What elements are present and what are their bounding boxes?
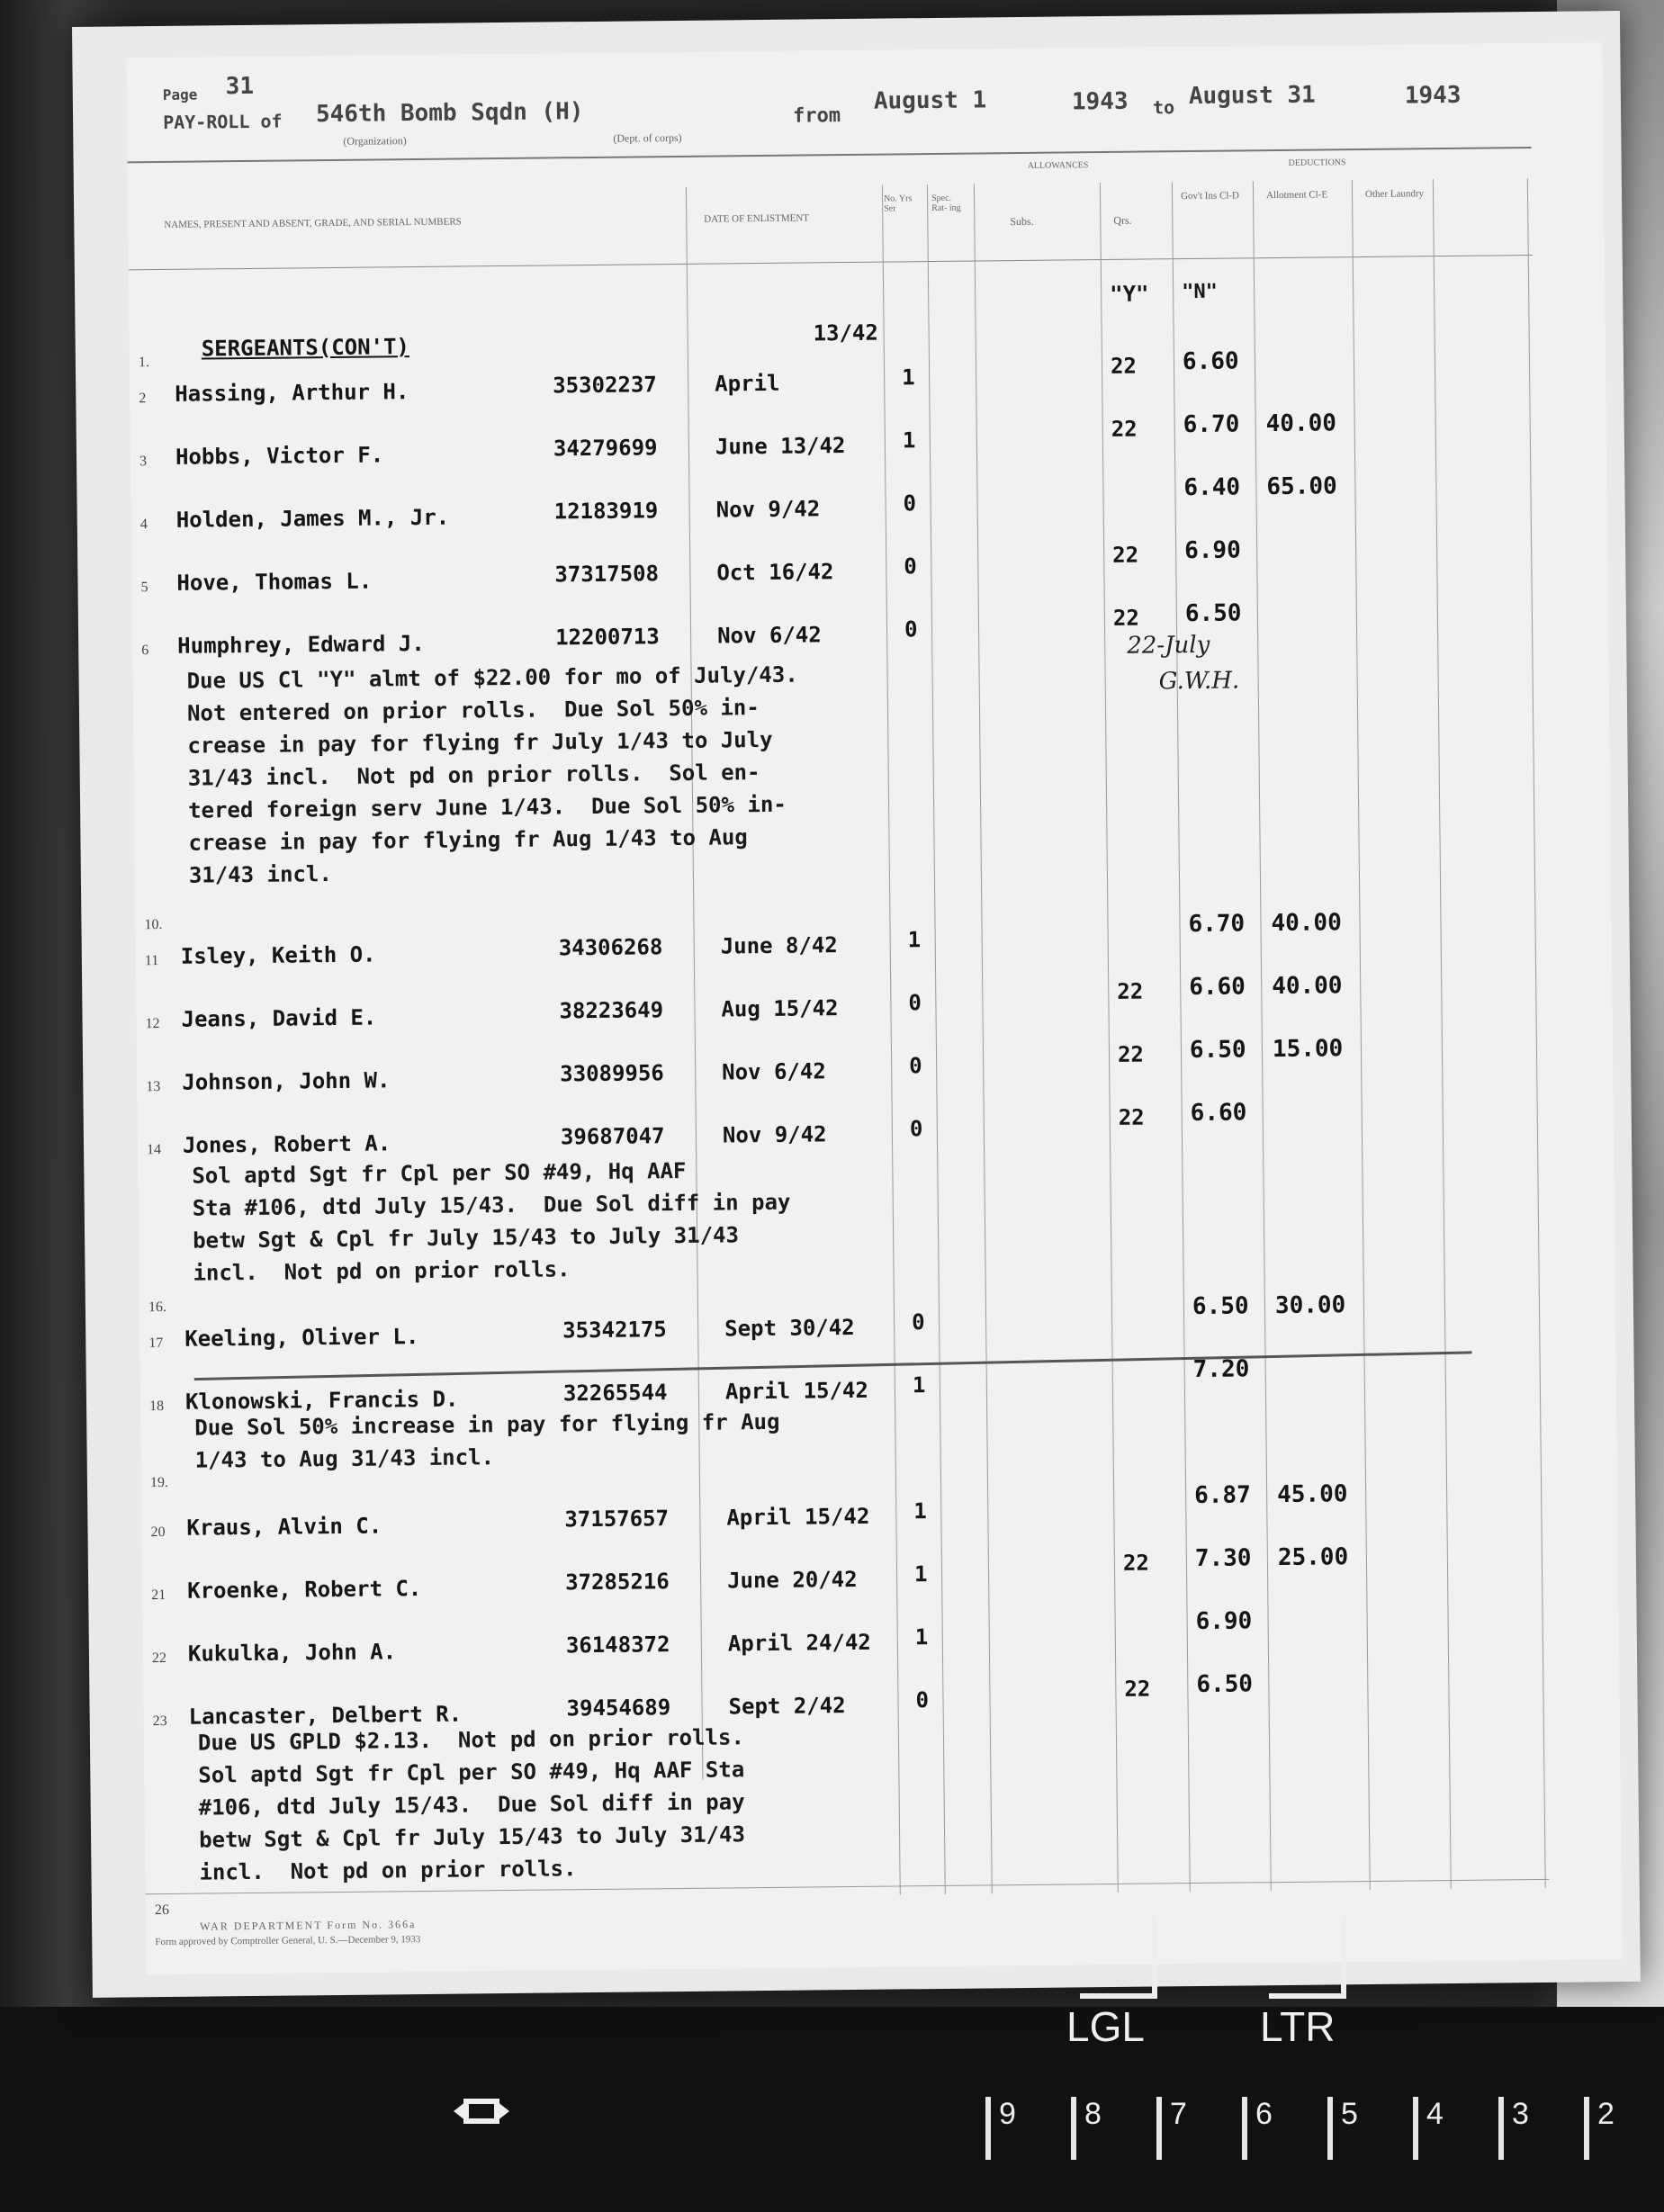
- line-number: 26: [154, 1902, 170, 1919]
- ruler-number: 7: [1170, 2097, 1187, 2131]
- to-year: 1943: [1404, 81, 1462, 110]
- line-number: 6: [141, 643, 149, 659]
- serial-number: 37285216: [564, 1569, 670, 1596]
- insurance-deduction: 6.50: [1192, 1292, 1249, 1321]
- line-number: 19.: [149, 1474, 169, 1491]
- serial-number: 34306268: [558, 934, 663, 961]
- line-number: 3: [139, 454, 148, 470]
- line-number: 11: [144, 953, 159, 969]
- years-service: 0: [903, 490, 917, 517]
- soldier-name: Hassing, Arthur H.: [175, 379, 409, 407]
- lgl-label: LGL: [1066, 2003, 1145, 2050]
- years-service: 1: [901, 364, 915, 391]
- line-number: 20: [150, 1524, 166, 1541]
- allotment-deduction: 30.00: [1274, 1291, 1346, 1320]
- remark-klonowski: Due Sol 50% increase in pay for flying fr Aug 1/43 to Aug 31/43 incl.: [194, 1408, 780, 1473]
- serial-number: 12200713: [554, 624, 660, 651]
- quarters-allowance: 22: [1117, 1041, 1145, 1067]
- allotment-deduction: 40.00: [1271, 909, 1342, 938]
- table-row: [140, 1355, 1562, 1415]
- col-subs: Subs.: [1010, 214, 1034, 229]
- years-service: 0: [911, 1309, 925, 1335]
- years-service: 1: [907, 927, 922, 953]
- ruler-tick: [1327, 2097, 1333, 2160]
- allotment-deduction: 40.00: [1265, 409, 1337, 438]
- insurance-deduction: 6.70: [1188, 910, 1246, 939]
- line-number: 1.: [138, 355, 149, 371]
- line-number: 12: [145, 1016, 160, 1032]
- serial-number: 12183919: [553, 498, 659, 525]
- film-ruler: [0, 2070, 1664, 2196]
- ruler-number: 9: [999, 2097, 1016, 2131]
- enlistment-date: Nov 9/42: [722, 1121, 827, 1148]
- table-row: [130, 409, 1552, 470]
- line-number: 16.: [148, 1299, 166, 1316]
- quarters-allowance: 22: [1111, 416, 1138, 442]
- quarters-allowance: 22: [1110, 353, 1138, 379]
- insurance-deduction: 6.60: [1189, 973, 1246, 1002]
- ruler-tick: [1242, 2097, 1247, 2160]
- from-date: August 1: [873, 86, 987, 115]
- ruler-number: 8: [1084, 2097, 1102, 2131]
- form-number: WAR DEPARTMENT Form No. 366a: [200, 1918, 417, 1933]
- ruler-number: 4: [1426, 2097, 1444, 2131]
- insurance-deduction: 6.40: [1183, 473, 1241, 502]
- serial-number: 36148372: [565, 1632, 670, 1659]
- insurance-deduction: 6.87: [1194, 1481, 1251, 1510]
- allotment-deduction: 25.00: [1277, 1543, 1349, 1572]
- insurance-deduction: 6.50: [1189, 1036, 1246, 1065]
- line-number: 2: [139, 391, 147, 407]
- organization: 546th Bomb Sqdn (H): [315, 98, 584, 129]
- enlistment-date: April: [715, 370, 780, 397]
- years-service: 0: [908, 1053, 922, 1079]
- table-row: [143, 1607, 1565, 1667]
- page-number: 31: [225, 72, 255, 101]
- col-govt-insurance: Gov't Ins Cl-D: [1180, 190, 1240, 202]
- serial-number: 39687047: [560, 1123, 665, 1150]
- allotment-deduction: 15.00: [1272, 1035, 1344, 1064]
- ruler-tick: [1584, 2097, 1589, 2160]
- ruler-number: 6: [1255, 2097, 1273, 2131]
- col-other: Other Laundry: [1364, 188, 1425, 200]
- years-service: 1: [913, 1498, 927, 1524]
- quarters-allowance: 22: [1122, 1550, 1149, 1576]
- serial-number: 34279699: [553, 435, 658, 462]
- col-deductions: DEDUCTIONS: [1288, 157, 1346, 168]
- table-row: [136, 972, 1558, 1032]
- insurance-deduction: 6.90: [1184, 536, 1241, 565]
- enlistment-date: Sept 30/42: [724, 1314, 855, 1342]
- to-label: to: [1152, 96, 1175, 119]
- soldier-name: Keeling, Oliver L.: [184, 1324, 419, 1352]
- col-enlistment: DATE OF ENLISTMENT: [704, 212, 810, 225]
- years-service: 0: [915, 1687, 930, 1713]
- table-row: [142, 1543, 1564, 1604]
- line-number: 10.: [144, 917, 163, 933]
- insurance-deduction: 7.30: [1194, 1544, 1252, 1573]
- years-service: 1: [913, 1561, 928, 1587]
- insurance-class-mark: "N": [1182, 280, 1219, 304]
- table-row: [130, 472, 1552, 533]
- serial-number: 37157657: [564, 1506, 670, 1533]
- enlistment-date: June 20/42: [726, 1566, 858, 1594]
- payroll-sheet: [126, 42, 1622, 1974]
- col-names: NAMES, PRESENT AND ABSENT, GRADE, AND SERIAL NUMBERS: [164, 216, 462, 230]
- serial-number: 38223649: [559, 997, 664, 1024]
- page-label: Page: [162, 85, 198, 103]
- line-number: 5: [140, 580, 148, 596]
- years-service: 0: [909, 1116, 923, 1142]
- serial-number: 39454689: [566, 1695, 671, 1722]
- quarters-allowance: 22: [1124, 1676, 1151, 1702]
- remark-jones: Sol aptd Sgt fr Cpl per SO #49, Hq AAF Sta #106, dtd July 15/43. Due Sol diff in pay betw Sgt & Cpl fr July 15/43 to July 31/43 incl. Not pd on prior rolls.: [192, 1157, 791, 1286]
- ruler-tick: [1071, 2097, 1076, 2160]
- table-row: [132, 599, 1554, 659]
- enlistment-date: April 15/42: [724, 1377, 869, 1405]
- section-title: SERGEANTS(CON'T): [201, 334, 410, 362]
- from-year: 1943: [1071, 87, 1129, 116]
- col-qrs: Qrs.: [1113, 213, 1132, 227]
- allotment-deduction: 40.00: [1272, 972, 1343, 1001]
- soldier-name: Johnson, John W.: [182, 1067, 391, 1095]
- serial-number: 37317508: [554, 561, 660, 588]
- quarters-allowance: 22: [1117, 978, 1144, 1004]
- remark-lancaster: Due US GPLD $2.13. Not pd on prior rolls. Sol aptd Sgt fr Cpl per SO #49, Hq AAF Sta #106, dtd July 15/43. Due Sol diff in pay betw Sgt & Cpl fr July 15/43 to July 31/43 incl. Not pd on prior rolls.: [197, 1724, 746, 1885]
- line-number: 21: [151, 1587, 166, 1604]
- soldier-name: Kukulka, John A.: [187, 1639, 397, 1667]
- soldier-name: Lancaster, Delbert R.: [188, 1701, 463, 1730]
- soldier-name: Kroenke, Robert C.: [187, 1576, 422, 1604]
- insurance-deduction: 6.50: [1196, 1670, 1254, 1699]
- soldier-name: Isley, Keith O.: [180, 941, 376, 969]
- soldier-name: Klonowski, Francis D.: [184, 1386, 459, 1415]
- ltr-bracket: [1269, 1917, 1346, 1999]
- col-allowances: ALLOWANCES: [1027, 160, 1089, 171]
- serial-number: 35342175: [562, 1317, 667, 1344]
- serial-number: 32265544: [562, 1380, 668, 1407]
- col-years-service: No. Yrs Ser: [883, 193, 913, 214]
- years-service: 0: [904, 553, 917, 580]
- ruler-tick: [1156, 2097, 1162, 2160]
- allotment-deduction: 45.00: [1276, 1480, 1348, 1509]
- years-service: 0: [904, 616, 918, 643]
- soldier-name: Humphrey, Edward J.: [177, 630, 425, 659]
- handwritten-initials: G.W.H.: [1158, 667, 1240, 696]
- remark-humphrey: Due US Cl "Y" almt of $22.00 for mo of July/43. Not entered on prior rolls. Due Sol 50% in- crease in pay for flying fr July 1/43 to July 31/43 incl. Not pd on prior rolls. Sol en- tered foreign serv June 1/43. Due Sol 50% in- crease in pay for flying fr Aug 1/43 to Aug 31/43 incl.: [186, 661, 798, 888]
- table-row: [139, 1291, 1561, 1352]
- handwritten-note: 22-July: [1127, 631, 1210, 660]
- enlistment-date: Nov 6/42: [722, 1058, 826, 1085]
- table-row: [143, 1670, 1565, 1730]
- enlistment-date: Sept 2/42: [728, 1693, 846, 1720]
- years-service: 1: [914, 1624, 929, 1650]
- enlistment-date: Oct 16/42: [716, 559, 834, 586]
- insurance-deduction: 6.60: [1182, 347, 1239, 376]
- line-number: 23: [152, 1713, 167, 1730]
- ruler-tick: [1498, 2097, 1504, 2160]
- insurance-deduction: 6.70: [1183, 410, 1240, 439]
- soldier-name: Hove, Thomas L.: [176, 568, 373, 596]
- column-header-rule: [129, 255, 1533, 270]
- line-number: 22: [151, 1650, 167, 1667]
- line-number: 14: [146, 1142, 162, 1158]
- serial-number: 33089956: [560, 1060, 664, 1087]
- enlistment-date: June 13/42: [715, 433, 846, 460]
- soldier-name: Jeans, David E.: [181, 1004, 377, 1032]
- table-row: [136, 909, 1558, 969]
- enlistment-date: April 15/42: [726, 1503, 870, 1531]
- insurance-deduction: 6.60: [1190, 1099, 1247, 1128]
- soldier-name: Holden, James M., Jr.: [175, 504, 450, 533]
- payroll-document: [72, 11, 1641, 1998]
- form-approval: Form approved by Comptroller General, U. S.—December 9, 1933: [155, 1934, 421, 1948]
- insurance-deduction: 6.50: [1184, 599, 1242, 628]
- ruler-number: 3: [1512, 2097, 1529, 2131]
- line-number: 13: [146, 1079, 161, 1095]
- enlistment-date: Aug 15/42: [721, 995, 839, 1022]
- soldier-name: Hobbs, Victor F.: [175, 442, 384, 470]
- serial-number: 35302237: [553, 372, 657, 399]
- from-label: from: [792, 104, 841, 128]
- enlistment-date: June 8/42: [720, 932, 838, 959]
- ruler-number: 2: [1597, 2097, 1615, 2131]
- dept-caption: (Dept. of corps): [613, 130, 682, 145]
- enlistment-date: Nov 6/42: [716, 622, 822, 649]
- col-spec-rating: Spec. Rat- ing: [931, 193, 961, 214]
- organization-caption: (Organization): [343, 134, 407, 148]
- enlistment-fragment: 13/42: [813, 319, 879, 346]
- ruler-tick: [985, 2097, 991, 2160]
- table-row: [137, 1035, 1559, 1095]
- years-service: 0: [908, 990, 922, 1016]
- to-date: August 31: [1188, 81, 1316, 111]
- quarters-allowance: 22: [1112, 542, 1139, 568]
- lgl-bracket: [1080, 1917, 1157, 1999]
- table-row: [131, 536, 1553, 596]
- qrs-class-mark: "Y": [1110, 281, 1149, 307]
- years-service: 1: [902, 427, 916, 454]
- quarters-allowance: 22: [1112, 605, 1139, 631]
- years-service: 1: [912, 1372, 926, 1398]
- ruler-tick: [1413, 2097, 1418, 2160]
- ltr-label: LTR: [1260, 2003, 1336, 2050]
- soldier-name: Kraus, Alvin C.: [186, 1513, 382, 1541]
- grid-line: [686, 187, 704, 1780]
- insurance-deduction: 7.20: [1192, 1355, 1250, 1384]
- ruler-number: 5: [1341, 2097, 1358, 2131]
- table-row: [138, 1099, 1560, 1158]
- line-number: 17: [148, 1335, 164, 1352]
- soldier-name: Jones, Robert A.: [182, 1130, 391, 1158]
- quarters-allowance: 22: [1118, 1104, 1145, 1130]
- line-number: 18: [148, 1398, 165, 1415]
- insurance-deduction: 6.90: [1195, 1607, 1253, 1636]
- line-number: 4: [139, 517, 148, 533]
- allotment-deduction: 65.00: [1266, 472, 1337, 501]
- payroll-label: PAY-ROLL of: [162, 110, 283, 133]
- col-allotment: Allotment Cl-E: [1265, 189, 1328, 202]
- enlistment-date: Nov 9/42: [715, 496, 821, 523]
- enlistment-date: April 24/42: [727, 1629, 871, 1657]
